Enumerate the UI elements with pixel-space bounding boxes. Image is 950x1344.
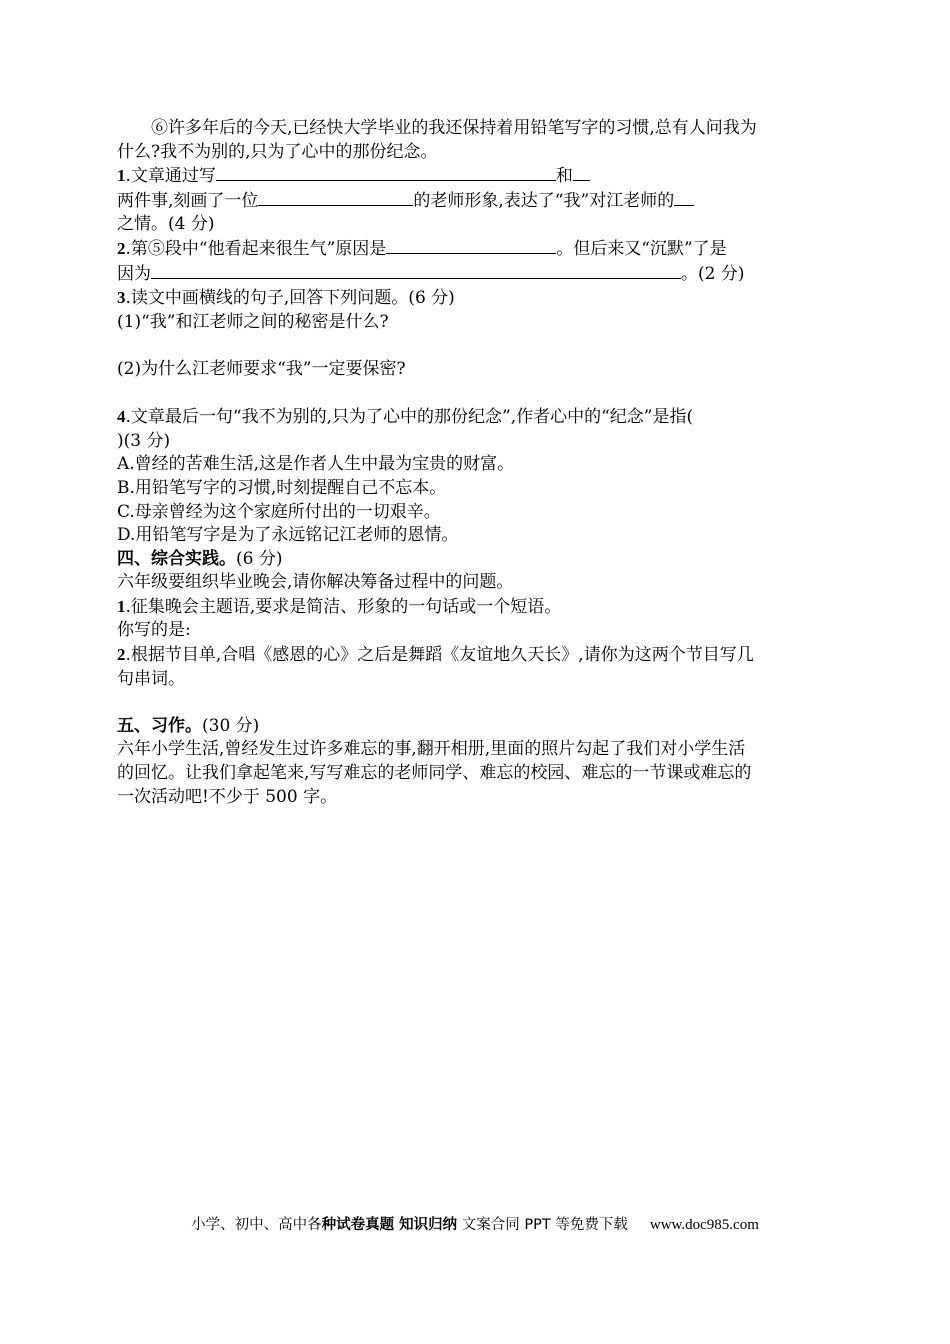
question-text: 和 — [555, 166, 573, 187]
section-5-line-1: 六年小学生活,曾经发生过许多难忘的事,翻开相册,里面的照片勾起了我们对小学生活 — [117, 739, 746, 760]
section-4-heading — [117, 548, 835, 572]
answer-space[interactable] — [117, 334, 835, 358]
option-a: A.曾经的苦难生活,这是作者人生中最为宝贵的财富。 — [117, 454, 515, 475]
question-2-line-2 — [117, 262, 835, 287]
footer-text: 小学、初中、高中各 — [191, 1217, 322, 1233]
question-3-sub-2: (2)为什么江老师要求“我”一定要保密? — [117, 358, 406, 379]
section-4-question-1 — [117, 595, 835, 620]
question-text: 。但后来又“沉默”了是 — [556, 238, 727, 259]
section-score: (6 分) — [236, 548, 283, 569]
answer-blank[interactable] — [386, 237, 556, 254]
question-number: 1 — [117, 596, 126, 616]
section-4-question-2-line-2: 句串词。 — [117, 668, 185, 689]
question-1-line-3: 之情。(4 分) — [117, 214, 215, 235]
passage-paragraph-6-line-1: ⑥许多年后的今天,已经快大学毕业的我还保持着用铅笔写字的习惯,总有人问我为 — [151, 118, 757, 138]
footer-text-bold: 知识归纳 — [394, 1217, 458, 1233]
option-b: B.用铅笔写字的习惯,时刻提醒自己不忘本。 — [117, 477, 447, 498]
option-c: C.母亲曾经为这个家庭所付出的一切艰辛。 — [117, 501, 441, 522]
passage-paragraph-6-line-2: 什么?我不为别的,只为了心中的那份纪念。 — [117, 141, 438, 162]
question-number: 2 — [117, 645, 126, 665]
question-text: 因为 — [117, 263, 151, 284]
question-3-sub-1: (1)“我”和江老师之间的秘密是什么? — [117, 311, 389, 332]
answer-blank[interactable] — [151, 262, 681, 279]
question-text: .征集晚会主题语,要求是简洁、形象的一句话或一个短语。 — [125, 596, 562, 617]
section-4-question-2-line-1 — [117, 643, 835, 668]
section-5-line-3: 一次活动吧!不少于 500 字。 — [117, 786, 338, 807]
answer-blank[interactable] — [674, 189, 694, 206]
footer-url-link[interactable]: www.doc985.com — [649, 1217, 759, 1233]
question-1-line-1 — [117, 164, 835, 189]
section-title: 五、习作。 — [117, 715, 202, 736]
question-text: .读文中画横线的句子,回答下列问题。(6 分) — [125, 288, 455, 309]
option-d: D.用铅笔写字是为了永远铭记江老师的恩情。 — [117, 525, 459, 546]
question-4-line-2: )(3 分) — [117, 430, 171, 451]
answer-label: 你写的是: — [117, 620, 191, 641]
question-text: .第⑤段中“他看起来很生气”原因是 — [125, 238, 387, 259]
question-number: 3 — [117, 288, 126, 308]
answer-blank[interactable] — [573, 164, 590, 181]
answer-blank[interactable] — [216, 164, 556, 181]
footer-text-bold: 种试卷真题 — [321, 1217, 395, 1233]
question-text: 。(2 分) — [681, 263, 745, 284]
question-2-line-1 — [117, 237, 835, 262]
section-5-heading — [117, 715, 835, 739]
page-footer — [0, 1213, 950, 1234]
question-text: .根据节目单,合唱《感恩的心》之后是舞蹈《友谊地久天长》,请你为这两个节目写几 — [125, 645, 754, 666]
section-4-intro: 六年级要组织毕业晚会,请你解决筹备过程中的问题。 — [117, 572, 514, 593]
section-5-line-2: 的回忆。让我们拿起笔来,写写难忘的老师同学、难忘的校园、难忘的一节课或难忘的 — [117, 763, 752, 784]
question-1-line-2 — [117, 189, 835, 214]
answer-space[interactable] — [117, 382, 835, 406]
answer-blank[interactable] — [258, 189, 413, 206]
question-number: 4 — [117, 407, 126, 427]
footer-text: 文案合同 PPT 等免费下载 — [457, 1217, 628, 1233]
question-text: 两件事,刻画了一位 — [117, 190, 259, 211]
question-text: 的老师形象,表达了“我”对江老师的 — [413, 190, 675, 211]
section-score: (30 分) — [202, 715, 260, 736]
question-number: 2 — [117, 238, 126, 258]
question-4-line-1 — [117, 405, 835, 430]
question-3-line-1 — [117, 286, 835, 311]
question-text: .文章最后一句“我不为别的,只为了心中的那份纪念”,作者心中的“纪念”是指( — [125, 407, 694, 428]
question-text: .文章通过写 — [125, 166, 216, 187]
answer-space[interactable] — [117, 691, 835, 715]
question-number: 1 — [117, 166, 126, 186]
document-page — [117, 117, 835, 809]
section-title: 四、综合实践。 — [117, 548, 236, 569]
